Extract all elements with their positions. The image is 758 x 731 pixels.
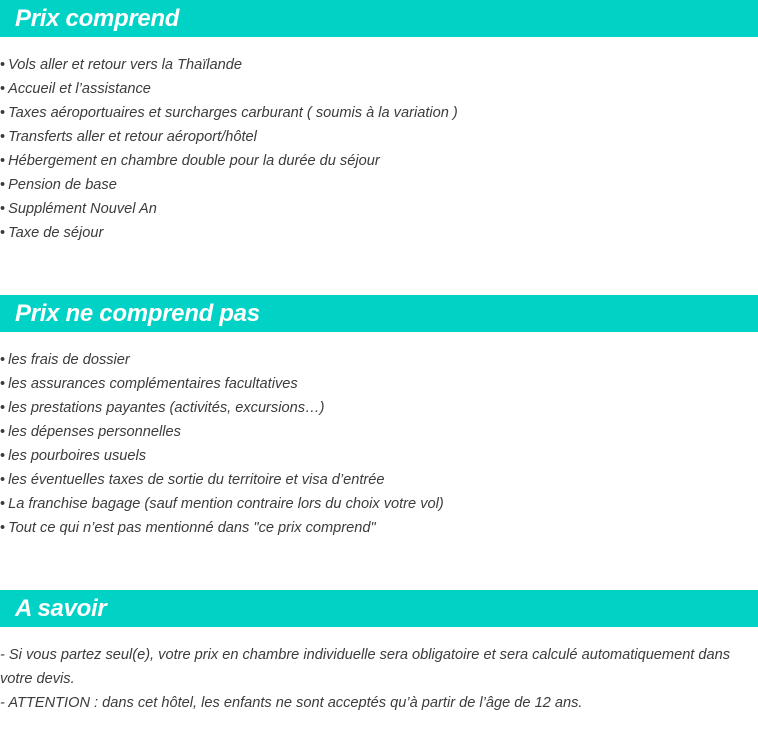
bullet-icon: • — [0, 153, 6, 169]
bullet-icon: • — [0, 352, 6, 368]
bullet-icon: • — [0, 520, 6, 536]
bullet-icon: • — [0, 57, 6, 73]
list-item: • les dépenses personnelles — [0, 424, 181, 440]
bullet-icon: • — [0, 105, 6, 121]
list-item: • Taxe de séjour — [0, 225, 104, 241]
list-item: • Tout ce qui n’est pas mentionné dans "ce prix comprend" — [0, 520, 376, 536]
included-list — [0, 53, 758, 245]
info-paragraph-solo: - Si vous partez seul(e), votre prix en chambre individuelle sera obligatoire et sera calculé automatiquement dans votre devis. — [0, 647, 731, 687]
bullet-icon: • — [0, 129, 6, 145]
list-item: • les pourboires usuels — [0, 448, 147, 464]
list-item: • les frais de dossier — [0, 352, 130, 368]
section-header-a-savoir: A savoir — [0, 590, 758, 627]
list-item: • Supplément Nouvel An — [0, 201, 157, 217]
bullet-icon: • — [0, 472, 6, 488]
info-paragraph-children: - ATTENTION : dans cet hôtel, les enfants ne sont acceptés qu’à partir de l’âge de 12 ans. — [0, 695, 583, 711]
list-item: • les éventuelles taxes de sortie du territoire et visa d’entrée — [0, 472, 385, 488]
list-item: • Taxes aéroportuaires et surcharges carburant ( soumis à la variation ) — [0, 105, 458, 121]
list-item: • Vols aller et retour vers la Thaïlande — [0, 57, 242, 73]
list-item: • Accueil et l’assistance — [0, 81, 151, 97]
excluded-list — [0, 348, 758, 540]
bullet-icon: • — [0, 81, 6, 97]
list-item: • La franchise bagage (sauf mention contraire lors du choix votre vol) — [0, 496, 444, 512]
bullet-icon: • — [0, 177, 6, 193]
bullet-icon: • — [0, 225, 6, 241]
bullet-icon: • — [0, 201, 6, 217]
bullet-icon: • — [0, 496, 6, 512]
bullet-icon: • — [0, 400, 6, 416]
list-item: • Hébergement en chambre double pour la durée du séjour — [0, 153, 380, 169]
section-header-prix-ne-comprend-pas: Prix ne comprend pas — [0, 295, 758, 332]
bullet-icon: • — [0, 376, 6, 392]
section-header-prix-comprend: Prix comprend — [0, 0, 758, 37]
list-item: • les prestations payantes (activités, excursions…) — [0, 400, 325, 416]
list-item: • les assurances complémentaires facultatives — [0, 376, 298, 392]
list-item: • Pension de base — [0, 177, 117, 193]
bullet-icon: • — [0, 424, 6, 440]
bullet-icon: • — [0, 448, 6, 464]
list-item: • Transferts aller et retour aéroport/hôtel — [0, 129, 257, 145]
